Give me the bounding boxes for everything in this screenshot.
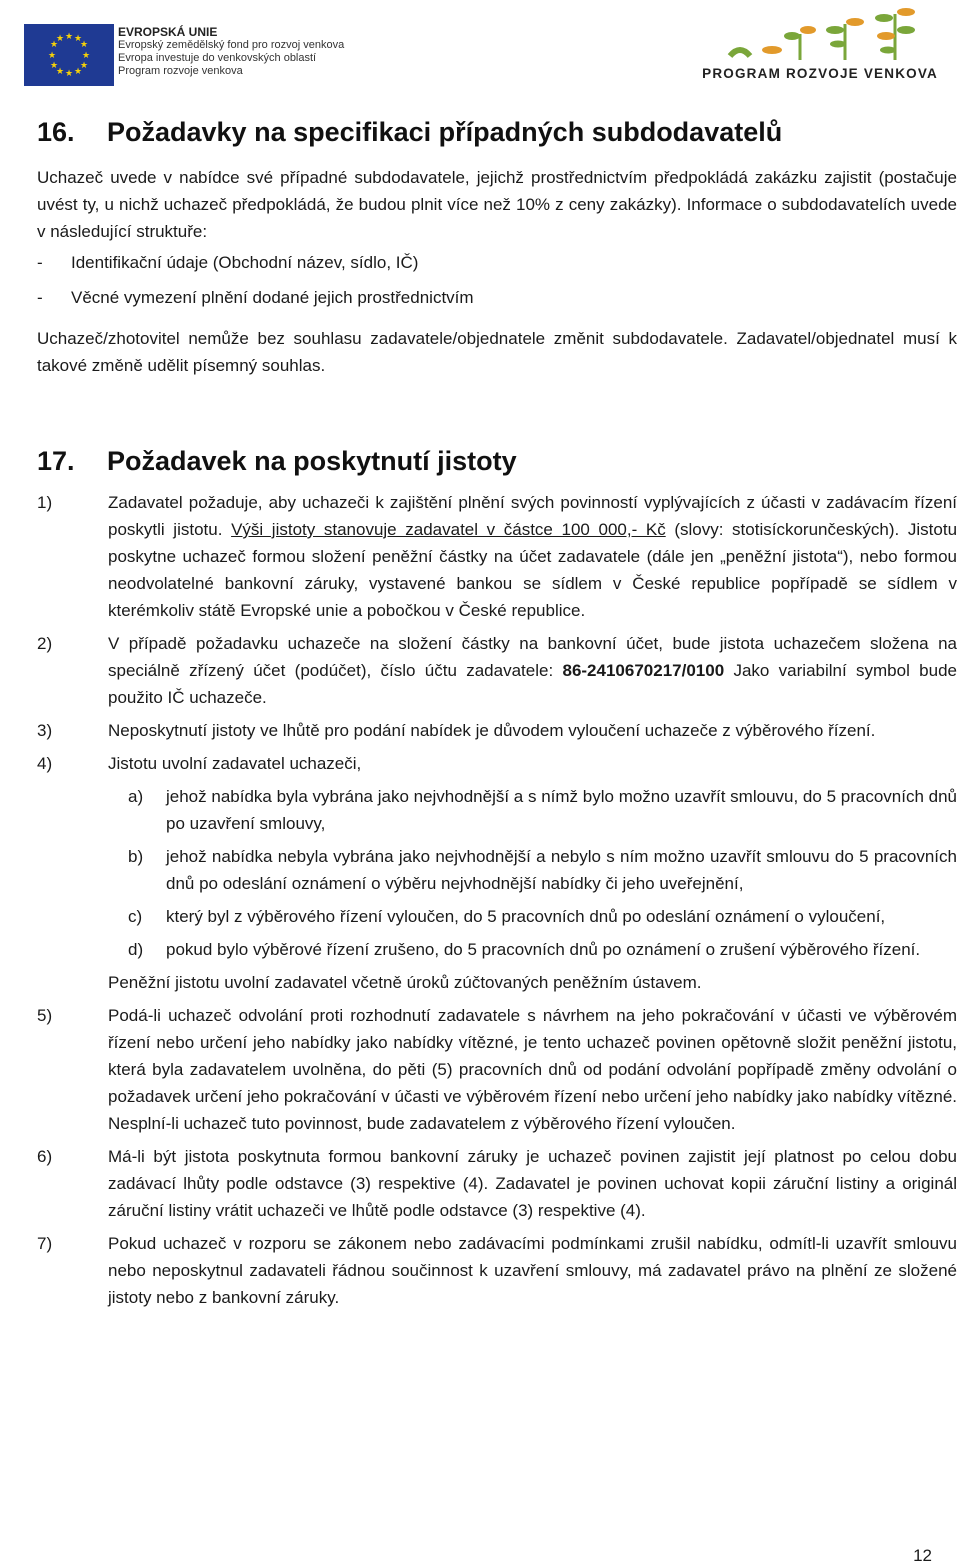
paragraph: Uchazeč uvede v nabídce své případné subdodavatele, jejichž prostřednictvím předpokládá zakázku zajistit (postačuje uvést ty, u nichž uchazeč předpokládá, že budou plnit více než 10% z ceny zakázky). Informace o subdodavatelích uvede v následující struktuře: — [37, 168, 957, 241]
svg-text:★: ★ — [55, 34, 65, 44]
svg-text:★: ★ — [49, 61, 59, 71]
document-body — [37, 112, 957, 1311]
sub-item-d — [37, 936, 957, 963]
section-title: Požadavek na poskytnutí jistoty — [107, 446, 517, 476]
list-item — [37, 249, 957, 276]
item-marker: 6) — [37, 1147, 53, 1166]
svg-text:★: ★ — [73, 34, 83, 44]
list-item-text: Věcné vymezení plnění dodané jejich prostřednictvím — [71, 288, 474, 307]
page-header — [0, 0, 960, 100]
item-text: Jistotu uvolní zadavatel uchazeči, — [108, 754, 362, 773]
svg-text:★: ★ — [79, 61, 89, 71]
numbered-item-5 — [37, 1002, 957, 1137]
svg-text:★: ★ — [55, 67, 65, 77]
eu-invest-line: Evropa investuje do venkovských oblastí — [118, 52, 317, 64]
numbered-item-3 — [37, 717, 957, 744]
item-text: Podá-li uchazeč odvolání proti rozhodnutí zadavatele s návrhem na jeho pokračování v účasti ve výběrovém řízení nebo určení jeho nabídky jako nabídky vítězné, je tento uchazeč povinen opětovně složit peněžní jistotu, která byla zadavatelem uvolněna, do pěti (5) pracovních dnů od podání odvolání popřípadě změny odvolání o požadavek určení jeho pokračování v účasti ve výběrovém řízení nebo určení jeho nabídky jako nabídky vítězné. Nesplní-li uchazeč tuto povinnost, bude zadavatelem z výběrového řízení vyloučen. — [108, 1006, 957, 1133]
item-marker: 5) — [37, 1006, 53, 1025]
eu-fund-line: Evropský zemědělský fond pro rozvoj venkova — [118, 39, 345, 51]
svg-text:★: ★ — [73, 67, 83, 77]
section-17-heading — [37, 441, 957, 481]
eu-program-line: Program rozvoje venkova — [118, 65, 243, 77]
section-number: 17. — [37, 446, 75, 476]
item-marker: 4) — [37, 754, 53, 773]
paragraph: Uchazeč/zhotovitel nemůže bez souhlasu zadavatele/objednatele změnit subdodavatele. Zadavatel/objednatel musí k takové změně udělit písemný souhlas. — [37, 329, 957, 375]
sub-item-text: který byl z výběrového řízení vyloučen, do 5 pracovních dnů po odeslání oznámení o vyloučení, — [166, 907, 886, 926]
svg-text:★: ★ — [64, 32, 74, 42]
prv-logo-text: PROGRAM ROZVOJE VENKOVA — [702, 66, 938, 81]
eu-program-text — [118, 26, 344, 78]
numbered-item-6 — [37, 1143, 957, 1224]
sub-item-marker: c) — [128, 907, 143, 926]
item-marker: 1) — [37, 493, 53, 512]
sub-item-marker: b) — [128, 847, 144, 866]
sub-item-c — [37, 903, 957, 930]
section-title: Požadavky na specifikaci případných subdodavatelů — [107, 117, 783, 147]
sub-item-a — [37, 783, 957, 837]
svg-text:★: ★ — [64, 69, 74, 79]
svg-text:★: ★ — [81, 51, 91, 61]
section-number: 16. — [37, 117, 75, 147]
page-number: 12 — [913, 1546, 932, 1565]
sub-item-text: pokud bylo výběrové řízení zrušeno, do 5 pracovních dnů po oznámení o zrušení výběrového řízení. — [166, 940, 921, 959]
item-marker: 3) — [37, 721, 53, 740]
numbered-item-7 — [37, 1230, 957, 1311]
numbered-item-1 — [37, 489, 957, 624]
item-text: Jako variabilní symbol bude použito IČ uchazeče. — [108, 661, 957, 707]
item-marker: 2) — [37, 634, 53, 653]
underlined-text: Výši jistoty stanovuje zadavatel v částce 100 000,- Kč — [231, 520, 666, 539]
item-text: Zadavatel požaduje, aby uchazeči k zajištění plnění svých povinností vyplývajících z účasti v zadávacím řízení poskytli jistotu. — [108, 493, 957, 539]
sub-item-text: jehož nabídka byla vybrána jako nejvhodnější a s nímž bylo možno uzavřít smlouvu, do 5 pracovních dnů po uzavření smlouvy, — [166, 787, 957, 833]
sub-item-marker: a) — [128, 787, 144, 806]
sub-item-marker: d) — [128, 940, 144, 959]
eu-flag-logo — [24, 24, 114, 86]
numbered-item-4 — [37, 750, 957, 777]
dash-marker: - — [37, 288, 43, 307]
list-item — [37, 284, 957, 311]
item-text: Neposkytnutí jistoty ve lhůtě pro podání nabídek je důvodem vyloučení uchazeče z výběrového řízení. — [108, 721, 876, 740]
list-item-text: Identifikační údaje (Obchodní název, sídlo, IČ) — [71, 253, 419, 272]
item-text: V případě požadavku uchazeče na složení částky na bankovní účet, bude jistota uchazečem složena na speciálně zřízený účet (podúčet), číslo účtu zadavatele: — [108, 634, 957, 680]
svg-text:★: ★ — [79, 40, 89, 50]
item-text: Má-li být jistota poskytnuta formou bankovní záruky je uchazeč povinen zajistit její platnost po celou dobu zadávací lhůty podle odstavce (3) respektive (4). Zadavatel je povinen uchovat kopii záruční listiny a originál záruční listiny vrátit uchazeči ve lhůtě podle odstavce (3) respektive (4). — [108, 1147, 957, 1220]
svg-text:★: ★ — [49, 40, 59, 50]
numbered-item-2 — [37, 630, 957, 711]
account-number: 86-2410670217/0100 — [562, 661, 725, 680]
item-text: Pokud uchazeč v rozporu se zákonem nebo zadávacími podmínkami zrušil nabídku, odmítl-li uzavřít smlouvu nebo neposkytnul zadavateli řádnou součinnost k uzavření smlouvy, má zadavatel právo na plnění ze složené jistoty nebo z bankovní záruky. — [108, 1234, 957, 1307]
eu-title: EVROPSKÁ UNIE — [118, 25, 218, 39]
item-marker: 7) — [37, 1234, 53, 1253]
item-text: (slovy: stotisíckorunčeských). Jistotu poskytne uchazeč formou složení peněžní částky na účet zadavatele (dále jen „peněžní jistota“), nebo formou neodvolatelné bankovní záruky, vystavené bankou se sídlem v České republice popřípadě se sídlem v kterémkoliv státě Evropské unie a pobočkou v České republice. — [108, 520, 958, 620]
item-4-note: Peněžní jistotu uvolní zadavatel včetně úroků zúčtovaných peněžním ústavem. — [108, 973, 702, 992]
sub-item-text: jehož nabídka nebyla vybrána jako nejvhodnější a nebylo s ním možno uzavřít smlouvu do 5 pracovních dnů po odeslání oznámení o výběru nejvhodnější nabídky či jeho uveřejnění, — [166, 847, 957, 893]
section-16-heading — [37, 112, 957, 152]
dash-marker: - — [37, 253, 43, 272]
svg-text:★: ★ — [47, 51, 57, 61]
sub-item-b — [37, 843, 957, 897]
